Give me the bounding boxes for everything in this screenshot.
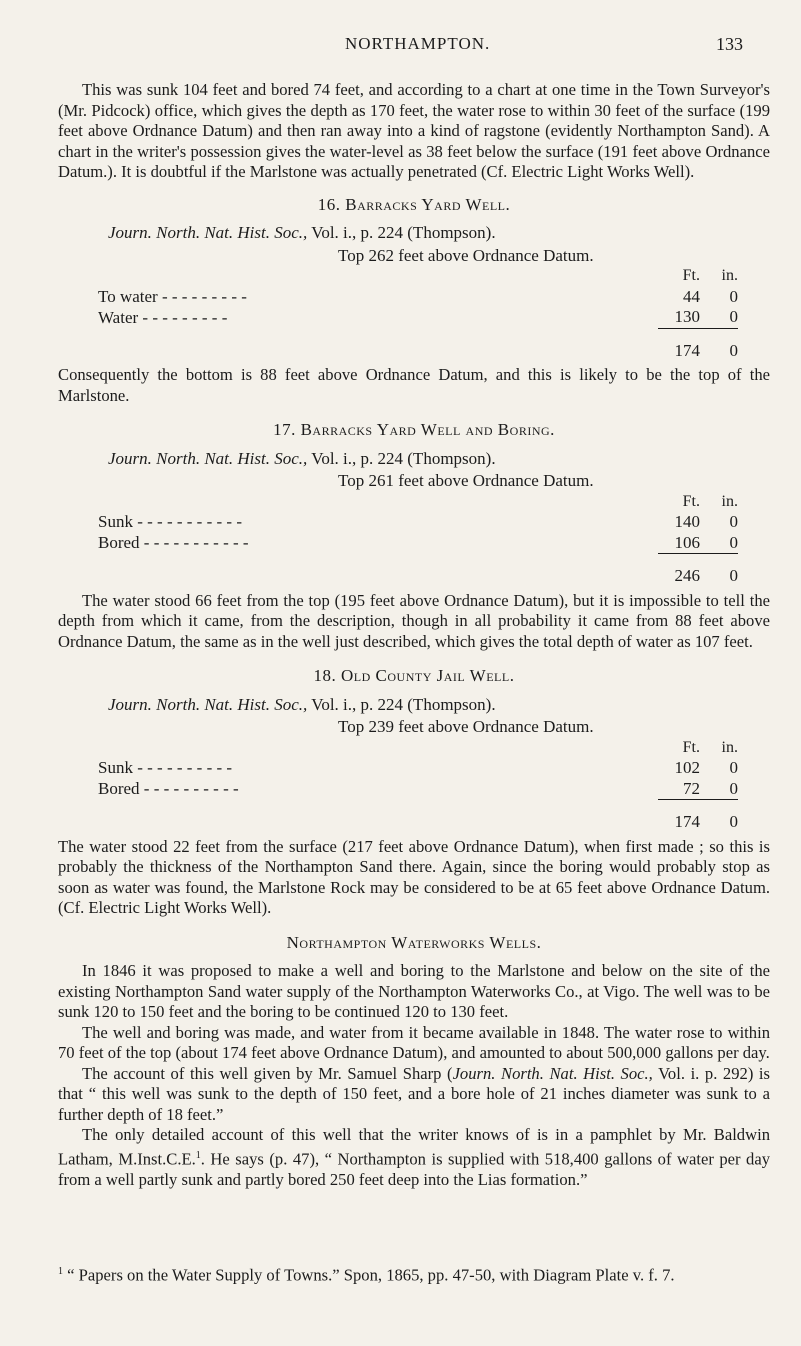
table-row bbox=[98, 287, 738, 308]
row-inches: 0 bbox=[700, 307, 738, 328]
waterworks-paragraph-3 bbox=[58, 1064, 770, 1126]
section-17-paragraph: The water stood 66 feet from the top (195 feet above Ordnance Datum), but it is impossible to tell the depth from which it came, from the description, though in all probability it came from 88 feet above Ordnance Datum, the same as in the well just described, which gives the total depth of water as 107 feet. bbox=[58, 590, 770, 651]
p4-text-b: . He says (p. 47), “ Northampton is supplied with 518,400 gallons of water per day from a well partly sunk and partly bored 250 feet deep into the Lias formation.” bbox=[58, 1149, 771, 1189]
col-inches: in. bbox=[721, 267, 738, 284]
row-label: Bored - - - - - - - - - - bbox=[98, 779, 239, 798]
section-17-table bbox=[98, 492, 738, 587]
row-feet: 140 bbox=[674, 512, 700, 531]
section-18-paragraph: The water stood 22 feet from the surface (217 feet above Ordnance Datum), when first made ; so this is probably the thickness of the Northampton Sand there. Again, since the boring would probably stop as soon as water was found, the Marlstone Rock may be considered to be at 65 feet above Ordnance Datum. (Cf. Electric Light Works Well). bbox=[58, 836, 770, 917]
row-inches: 0 bbox=[729, 286, 738, 306]
row-feet: 106 bbox=[658, 533, 700, 554]
row-inches: 0 bbox=[700, 779, 738, 800]
section-17-datum: Top 261 feet above Ordnance Datum. bbox=[338, 471, 594, 490]
section-16-paragraph: Consequently the bottom is 88 feet above Ordnance Datum, and this is likely to be the top of the Marlstone. bbox=[58, 365, 770, 405]
waterworks-paragraph-2: The well and boring was made, and water from it became available in 1848. The water rose to within 70 feet of the top (about 174 feet above Ordnance Datum), and amounted to about 500,000 gallons per day. bbox=[58, 1022, 770, 1062]
table-total-row bbox=[98, 800, 738, 833]
row-feet: 72 bbox=[658, 779, 700, 800]
row-label: Water - - - - - - - - - bbox=[98, 307, 228, 327]
waterworks-paragraph-1: In 1846 it was proposed to make a well and boring to the Marlstone and below on the site of the existing Northampton Sand water supply of the Northampton Waterworks Co., at Vigo. The well was to be sunk 120 to 150 feet and the boring to be continued 120 to 130 feet. bbox=[58, 961, 770, 1021]
section-heading-waterworks: Northampton Waterworks Wells. bbox=[286, 932, 542, 952]
total-inches: 0 bbox=[729, 812, 738, 831]
col-feet: Ft. bbox=[682, 492, 700, 510]
journal-title: Journ. North. Nat. Hist. Soc., bbox=[108, 694, 308, 714]
intro-paragraph: This was sunk 104 feet and bored 74 feet, and according to a chart at one time in the Town Surveyor's (Mr. Pidcock) office, which gives the depth as 170 feet, the water rose to within 30 feet of the surface (199 feet above Ordnance Datum) and then ran away into a kind of ragstone (evidently Northampton Sand). A chart in the writer's possession gives the water-level as 38 feet below the surface (191 feet above Ordnance Datum.). It is doubtful if the Marlstone was actually penetrated (Cf. Electric Light Works Well). bbox=[58, 80, 770, 181]
total-inches: 0 bbox=[729, 340, 738, 360]
table-header-row bbox=[98, 492, 738, 513]
running-title: NORTHAMPTON. bbox=[345, 34, 491, 53]
section-17-reference bbox=[108, 449, 770, 470]
section-18-table bbox=[98, 738, 738, 833]
row-feet: 102 bbox=[674, 758, 700, 777]
col-feet: Ft. bbox=[682, 267, 700, 284]
row-inches: 0 bbox=[729, 758, 738, 777]
section-heading-17: 17. Barracks Yard Well and Boring. bbox=[273, 420, 555, 439]
total-feet: 174 bbox=[674, 340, 700, 360]
footnote-marker: 1 bbox=[58, 1266, 63, 1277]
footnote-text: “ Papers on the Water Supply of Towns.” Spon, 1865, pp. 47-50, with Diagram Plate v. f. 7. bbox=[63, 1265, 675, 1285]
footnote bbox=[58, 1262, 770, 1286]
col-inches: in. bbox=[721, 492, 738, 510]
table-row bbox=[98, 779, 738, 800]
body-text bbox=[58, 80, 770, 1190]
section-16-reference bbox=[108, 223, 770, 244]
table-row bbox=[98, 758, 738, 779]
table-row bbox=[98, 307, 738, 328]
table-total-row bbox=[98, 328, 738, 361]
total-inches: 0 bbox=[729, 566, 738, 585]
page-number: 133 bbox=[716, 34, 743, 54]
row-label: Sunk - - - - - - - - - - - bbox=[98, 512, 242, 531]
row-feet: 44 bbox=[683, 286, 700, 306]
waterworks-paragraph-4 bbox=[58, 1125, 770, 1190]
section-heading-18: 18. Old County Jail Well. bbox=[313, 666, 515, 685]
section-18-datum: Top 239 feet above Ordnance Datum. bbox=[338, 717, 594, 736]
col-feet: Ft. bbox=[682, 738, 700, 756]
section-16-datum: Top 262 feet above Ordnance Datum. bbox=[338, 245, 594, 265]
p3-text-b: Vol. i. p. 292) is that “ this well was sunk to the depth of 150 feet, and a bore hole of 21 inches diameter was sunk to a further depth of 18 feet.” bbox=[58, 1063, 771, 1124]
table-total-row bbox=[98, 554, 738, 587]
table-row bbox=[98, 512, 738, 533]
row-inches: 0 bbox=[700, 533, 738, 554]
row-inches: 0 bbox=[729, 512, 738, 531]
row-feet: 130 bbox=[658, 307, 700, 328]
row-label: To water - - - - - - - - - bbox=[98, 286, 247, 306]
total-feet: 174 bbox=[674, 812, 700, 831]
total-feet: 246 bbox=[674, 566, 700, 585]
p3-citation: Journ. North. Nat. Hist. Soc., bbox=[452, 1063, 653, 1083]
reference-detail: Vol. i., p. 224 (Thompson). bbox=[307, 694, 496, 714]
journal-title: Journ. North. Nat. Hist. Soc., bbox=[108, 223, 308, 242]
p3-text-a: The account of this well given by Mr. Samuel Sharp ( bbox=[82, 1063, 453, 1083]
reference-detail: Vol. i., p. 224 (Thompson). bbox=[307, 448, 496, 468]
section-18-reference bbox=[108, 695, 770, 716]
section-heading-16: 16. Barracks Yard Well. bbox=[317, 194, 511, 214]
row-label: Sunk - - - - - - - - - - bbox=[98, 758, 233, 777]
reference-detail: Vol. i., p. 224 (Thompson). bbox=[307, 223, 496, 242]
footnote-ref: 1 bbox=[195, 1149, 201, 1161]
journal-title: Journ. North. Nat. Hist. Soc., bbox=[108, 448, 308, 468]
p4-text-a: The only detailed account of this well that the writer knows of is in a pamphlet by Mr. Baldwin Latham, M.Inst.C.E. bbox=[58, 1125, 770, 1169]
table-row bbox=[98, 533, 738, 554]
row-label: Bored - - - - - - - - - - - bbox=[98, 533, 249, 552]
table-header-row bbox=[98, 738, 738, 759]
section-16-table bbox=[98, 266, 738, 361]
col-inches: in. bbox=[721, 738, 738, 756]
table-header-row bbox=[98, 266, 738, 287]
